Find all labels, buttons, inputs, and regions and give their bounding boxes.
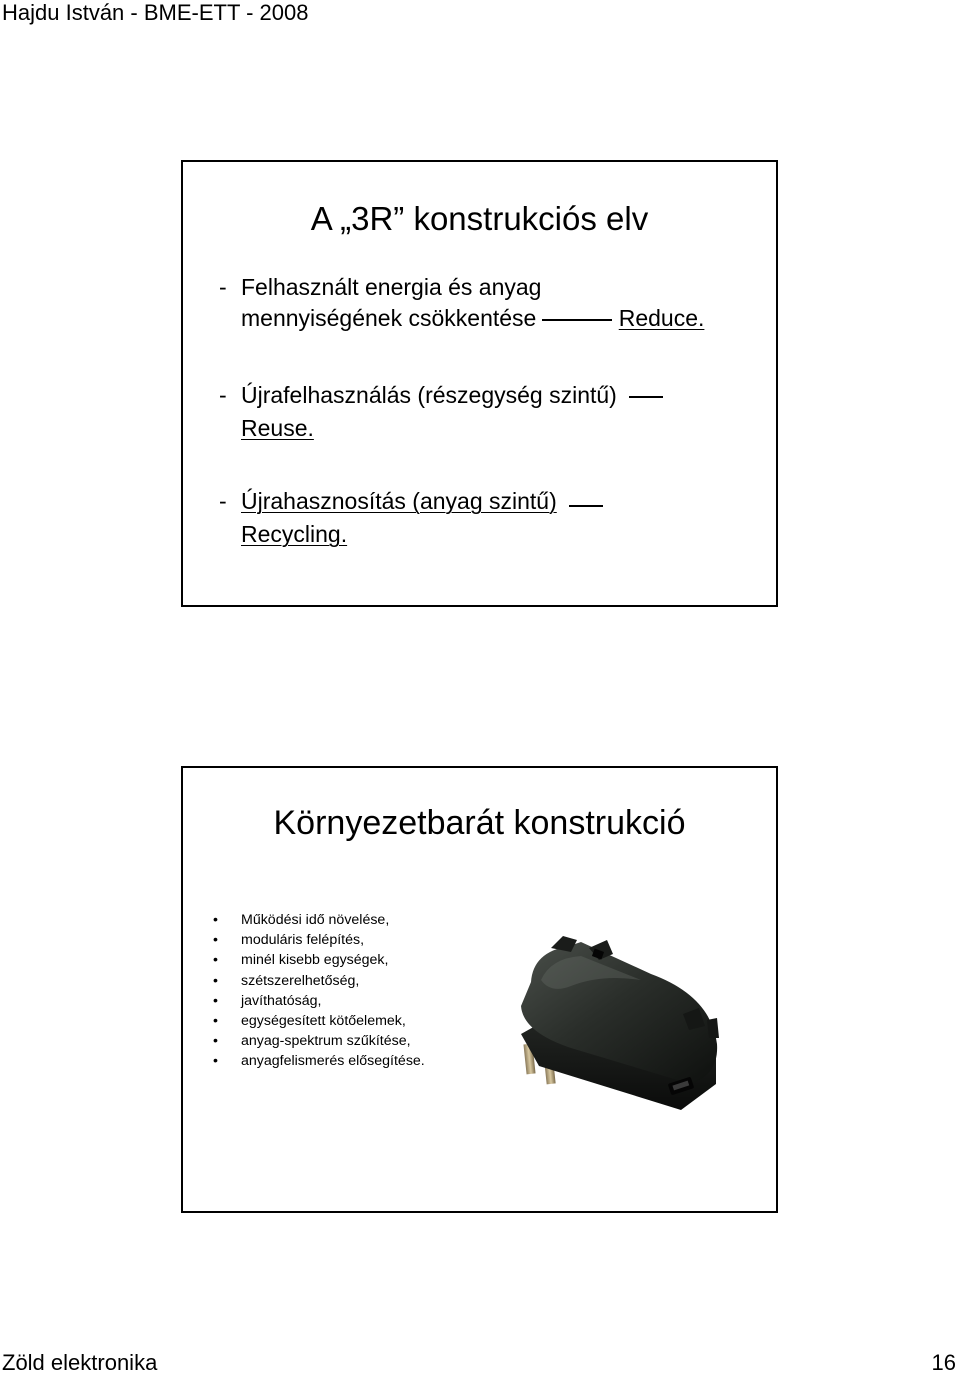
list-item-text: szétszerelhetőség,	[241, 972, 360, 989]
slide-title: Környezetbarát konstrukció	[273, 804, 686, 842]
bullet-line	[241, 303, 704, 334]
bullet-dot: •	[213, 1033, 218, 1050]
list-item-text: javíthatóság,	[241, 992, 322, 1009]
bullet-dot: •	[213, 972, 218, 989]
bullet-dot: •	[213, 1053, 218, 1070]
list-item	[213, 1031, 425, 1051]
list-item-text: Működési idő növelése,	[241, 912, 390, 928]
list-item-text: anyag-spektrum szűkítése,	[241, 1033, 411, 1050]
dash-marker: -	[219, 274, 227, 300]
list-item-text: moduláris felépítés,	[241, 932, 365, 949]
em-dash-line	[542, 319, 612, 321]
page-header: Hajdu István - BME-ETT - 2008	[2, 0, 309, 25]
feature-list	[213, 910, 425, 1072]
list-item-text: anyagfelismerés elősegítése.	[241, 1053, 425, 1070]
dash-marker: -	[219, 488, 227, 514]
bullet-text: mennyiségének csökkentése	[241, 305, 537, 331]
dash-marker: -	[219, 382, 227, 408]
bullet-line	[241, 486, 603, 517]
list-item	[213, 991, 425, 1011]
bullet-dot: •	[213, 932, 218, 949]
list-item	[213, 950, 425, 970]
list-item-text: egységesített kötőelemek,	[241, 1013, 406, 1030]
list-item	[213, 930, 425, 950]
page-number: 16	[931, 1350, 956, 1375]
slide-eco-design	[181, 766, 778, 1213]
bullet-line: Felhasznált energia és anyag	[241, 274, 542, 300]
em-dash-line	[629, 396, 663, 398]
list-item-text: minél kisebb egységek,	[241, 952, 389, 969]
list-item	[213, 971, 425, 991]
bullet-text: Újrafelhasználás (részegység szintű)	[241, 382, 617, 408]
slide-title: A „3R” konstrukciós elv	[310, 200, 649, 237]
bullet-dot: •	[213, 952, 218, 969]
slide-3r-principle	[181, 160, 778, 607]
footer-title: Zöld elektronika	[2, 1350, 158, 1375]
bullet-text: Újrahasznosítás (anyag szintű)	[241, 488, 557, 514]
term-reduce: Reduce.	[618, 305, 705, 331]
term-reuse: Reuse.	[241, 415, 314, 441]
list-item	[213, 1011, 425, 1031]
bullet-dot: •	[213, 1013, 218, 1030]
power-adapter-icon	[511, 934, 731, 1114]
bullet-line	[241, 380, 663, 411]
bullet-dot: •	[213, 992, 218, 1009]
list-item	[213, 910, 425, 930]
list-item	[213, 1051, 425, 1071]
term-recycling: Recycling.	[241, 521, 348, 547]
bullet-dot: •	[213, 912, 218, 928]
em-dash-line	[569, 505, 603, 507]
